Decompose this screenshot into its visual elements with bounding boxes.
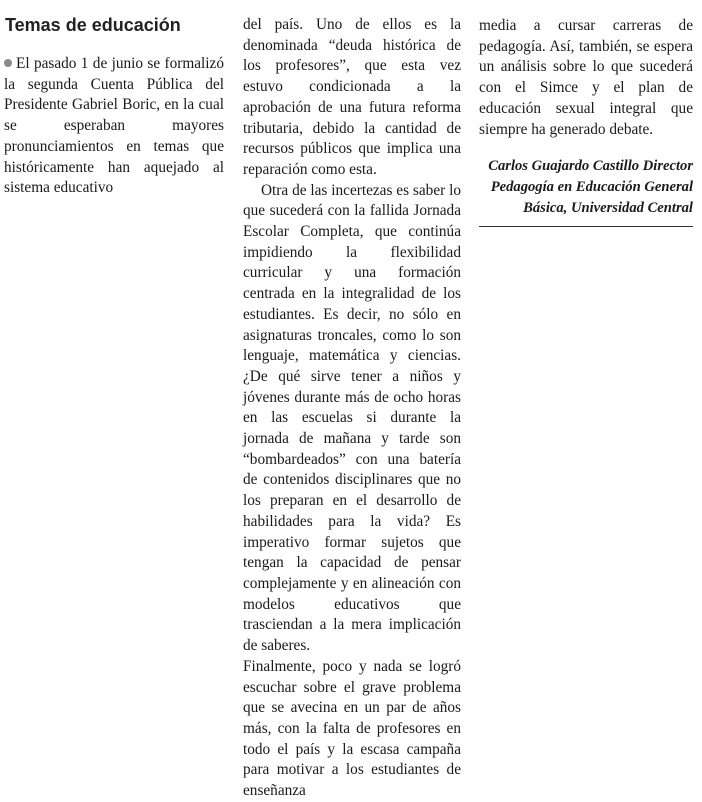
body-paragraph-3: Finalmente, poco y nada se logró escuchar sobre el grave problema que se avecina en un par de años más, con la falta de profesores en todo el país y la escasa campaña para motivar a los estudiantes de enseñanza — [243, 657, 461, 800]
text-column-3 — [479, 16, 693, 227]
text-column-1 — [4, 16, 224, 199]
author-signature: Carlos Guajardo Castillo Director Pedagogía en Educación General Básica, Universidad Central — [488, 158, 693, 216]
body-paragraph-3-continued: media a cursar carreras de pedagogía. Así, también, se espera un análisis sobre lo que sucederá con el Simce y el plan de educación sexual integral que siempre ha generado debate. — [479, 17, 693, 138]
bullet-icon — [4, 59, 12, 67]
lead-text: El pasado 1 de junio se formalizó la segunda Cuenta Pública del Presidente Gabriel Boric, en la cual se esperaban mayores pronunciamientos en temas que históricamente han aquejado al sistema educativo — [4, 55, 224, 197]
article-headline: Temas de educación — [5, 15, 181, 35]
text-column-2 — [243, 15, 461, 802]
lead-paragraph — [4, 54, 224, 199]
lead-paragraph-continued: del país. Uno de ellos es la denominada “deuda histórica de los profesores”, que esta vez estuvo condicionada a la aprobación de una futura reforma tributaria, debido la cantidad de recursos públicos que implica una reparación como esta. — [243, 16, 461, 178]
signature-divider — [479, 226, 693, 227]
body-paragraph-2: Otra de las incertezas es saber lo que sucederá con la fallida Jornada Escolar Completa, que continúa impidiendo la flexibilidad curricular y una formación centrada en la integralidad de los estudiantes. Es decir, no sólo en asignaturas troncales, como lo son lenguaje, matemática y ciencias. ¿De qué sirve tener a niños y jóvenes durante más de ocho horas en las escuelas si durante la jornada de mañana y tarde son “bombardeados” con una batería de contenidos disciplinares que no los preparan en el desarrollo de habilidades para la vida? Es imperativo formar sujetos que tengan la capacidad de pensar complejamente y en alineación con modelos educativos que trasciendan a la mera implicación de saberes. — [243, 181, 461, 655]
